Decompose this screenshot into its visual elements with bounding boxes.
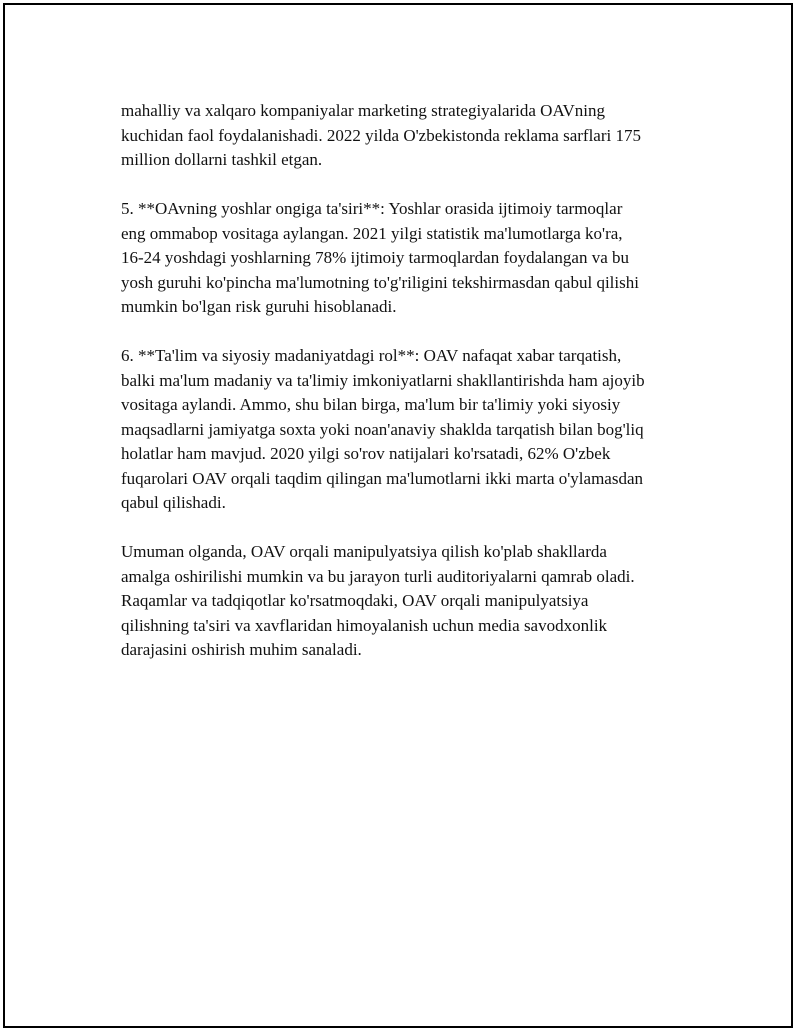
paragraph-youth-influence: 5. **OAvning yoshlar ongiga ta'siri**: Yoshlar orasida ijtimoiy tarmoqlar eng ommabop vositaga aylangan. 2021 yilgi statistik ma'lumotlarga ko'ra, 16-24 yoshdagi yoshlarning 78% ijtimoiy tarmoqlardan foydalangan va bu yosh guruhi ko'pincha ma'lumotning to'g'riligini tekshirmasdan qabul qilishi mumkin bo'lgan risk guruhi hisoblanadi.: [121, 199, 639, 316]
document-page: [3, 3, 793, 1028]
paragraph-marketing: mahalliy va xalqaro kompaniyalar marketing strategiyalarida OAVning kuchidan faol foydalanishadi. 2022 yilda O'zbekistonda reklama sarflari 175 million dollarni tashkil etgan.: [121, 101, 641, 169]
document-body: [121, 99, 701, 687]
paragraph-conclusion: Umuman olganda, OAV orqali manipulyatsiya qilish ko'plab shakllarda amalga oshirilishi mumkin va bu jarayon turli auditoriyalarni qamrab oladi. Raqamlar va tadqiqotlar ko'rsatmoqdaki, OAV orqali manipulyatsiya qilishning ta'siri va xavflaridan himoyalanish uchun media savodxonlik darajasini oshirish muhim sanaladi.: [121, 542, 635, 659]
paragraph-education-politics: 6. **Ta'lim va siyosiy madaniyatdagi rol**: OAV nafaqat xabar tarqatish, balki ma'lum madaniy va ta'limiy imkoniyatlarni shakllantirishda ham ajoyib vositaga aylandi. Ammo, shu bilan birga, ma'lum bir ta'limiy yoki siyosiy maqsadlarni jamiyatga soxta yoki noan'anaviy shaklda tarqatish bilan bog'liq holatlar ham mavjud. 2020 yilgi so'rov natijalari ko'rsatadi, 62% O'zbek fuqarolari OAV orqali taqdim qilingan ma'lumotlarni ikki marta o'ylamasdan qabul qilishadi.: [121, 346, 645, 512]
